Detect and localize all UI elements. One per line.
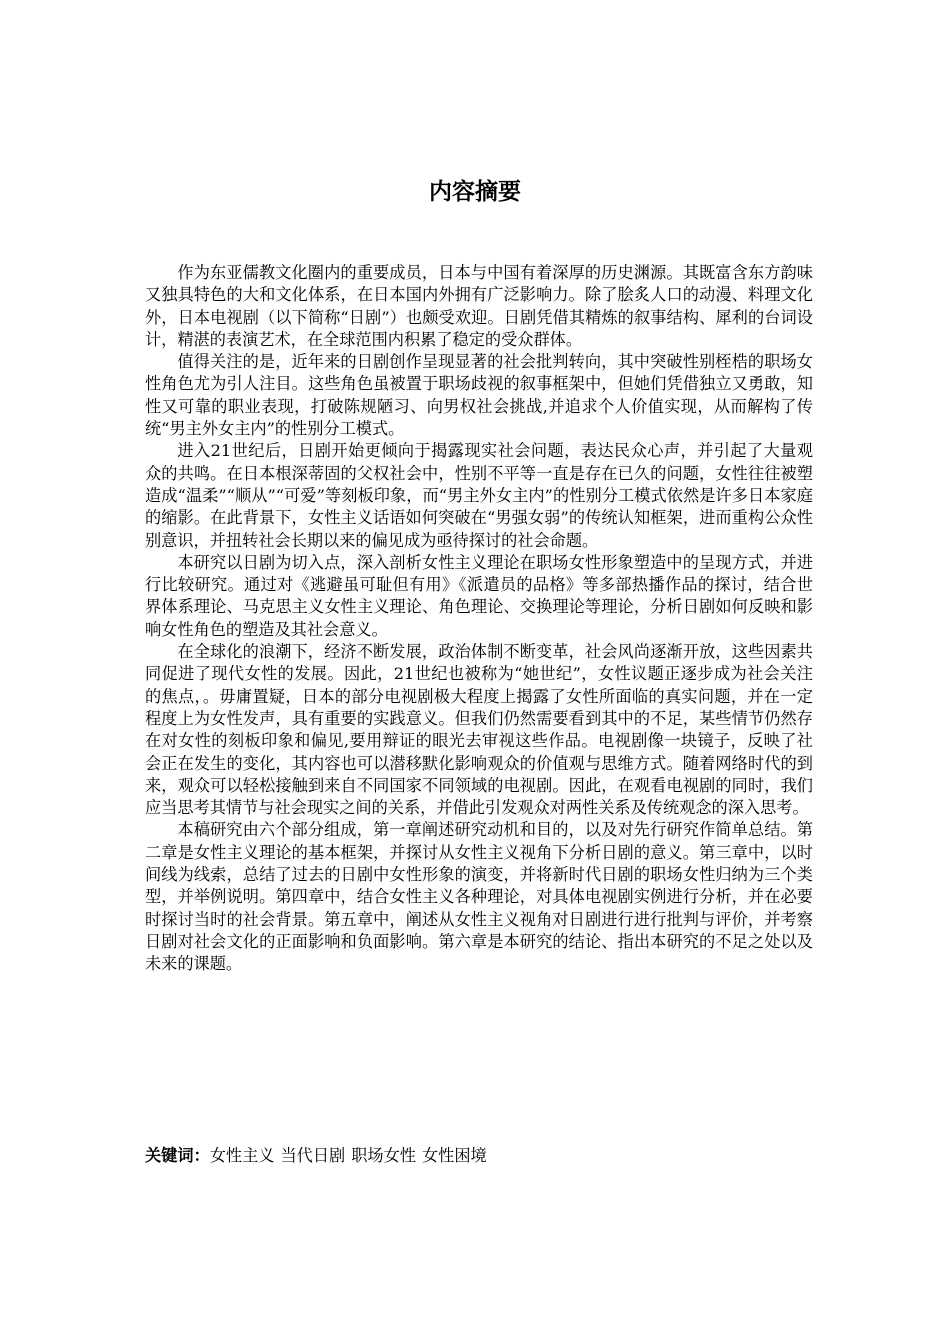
paragraph-6: 本稿研究由六个部分组成，第一章阐述研究动机和目的，以及对先行研究作简单总结。第二章是女性主义理论的基本框架，并探讨从女性主义视角下分析日剧的意义。第三章中，以时间线为线索，总结了过去的日剧中女性形象的演变，并将新时代日剧的职场女性归纳为三个类型，并举例说明。第四章中，结合女性主义各种理论，对具体电视剧实例进行分析，并在必要时探讨当时的社会背景。第五章中，阐述从女性主义视角对日剧进行进行批判与评价，并考察日剧对社会文化的正面影响和负面影响。第六章是本研究的结论、指出本研究的不足之处以及未来的课题。 [145,820,813,974]
keyword-item: 当代日剧 [280,1146,346,1165]
keyword-item: 女性主义 [209,1146,275,1165]
paragraph-2: 值得关注的是，近年来的日剧创作呈现显著的社会批判转向，其中突破性别桎梏的职场女性角色尤为引人注目。这些角色虽被置于职场歧视的叙事框架中，但她们凭借独立又勇敢，知性又可靠的职业表现，打破陈规陋习、向男权社会挑战,并追求个人价值实现，从而解构了传统“男主外女主内”的性别分工模式。 [145,352,813,439]
keywords-line [145,1145,813,1167]
keywords-label: 关键词： [145,1146,210,1165]
paragraph-3: 进入21世纪后，日剧开始更倾向于揭露现实社会问题，表达民众心声，并引起了大量观众的共鸣。在日本根深蒂固的父权社会中，性别不平等一直是存在已久的问题，女性往往被塑造成“温柔”“顺从”“可爱”等刻板印象，而“男主外女主内”的性别分工模式依然是许多日本家庭的缩影。在此背景下，女性主义话语如何突破在“男强女弱”的传统认知框架，进而重构公众性别意识，并扭转社会长期以来的偏见成为亟待探讨的社会命题。 [145,441,813,550]
paragraph-5: 在全球化的浪潮下，经济不断发展，政治体制不断变革，社会风尚逐渐开放，这些因素共同促进了现代女性的发展。因此，21世纪也被称为“她世纪”，女性议题正逐步成为社会关注的焦点，。毋庸置疑，日本的部分电视剧极大程度上揭露了女性所面临的真实问题，并在一定程度上为女性发声，具有重要的实践意义。但我们仍然需要看到其中的不足，某些情节仍然存在对女性的刻板印象和偏见,要用辩证的眼光去审视这些作品。电视剧像一块镜子，反映了社会正在发生的变化，其内容也可以潜移默化影响观众的价值观与思维方式。随着网络时代的到来，观众可以轻松接触到来自不同国家不同领域的电视剧。因此，在观看电视剧的同时，我们应当思考其情节与社会现实之间的关系，并借此引发观众对两性关系及传统观念的深入思考。 [145,642,813,818]
paragraph-4: 本研究以日剧为切入点，深入剖析女性主义理论在职场女性形象塑造中的呈现方式，并进行比较研究。通过对《逃避虽可耻但有用》《派遣员的品格》等多部热播作品的探讨，结合世界体系理论、马克思主义女性主义理论、角色理论、交换理论等理论，分析日剧如何反映和影响女性角色的塑造及其社会意义。 [145,552,813,639]
abstract-body [145,262,813,976]
paragraph-1: 作为东亚儒教文化圈内的重要成员，日本与中国有着深厚的历史渊源。其既富含东方韵味又独具特色的大和文化体系，在日本国内外拥有广泛影响力。除了脍炙人口的动漫、料理文化外，日本电视剧（以下简称“日剧”）也颇受欢迎。日剧凭借其精炼的叙事结构、犀利的台词设计，精湛的表演艺术，在全球范围内积累了稳定的受众群体。 [145,263,813,349]
page-title: 内容摘要 [429,179,521,205]
keyword-item: 女性困境 [422,1146,487,1165]
keyword-item: 职场女性 [351,1146,416,1165]
